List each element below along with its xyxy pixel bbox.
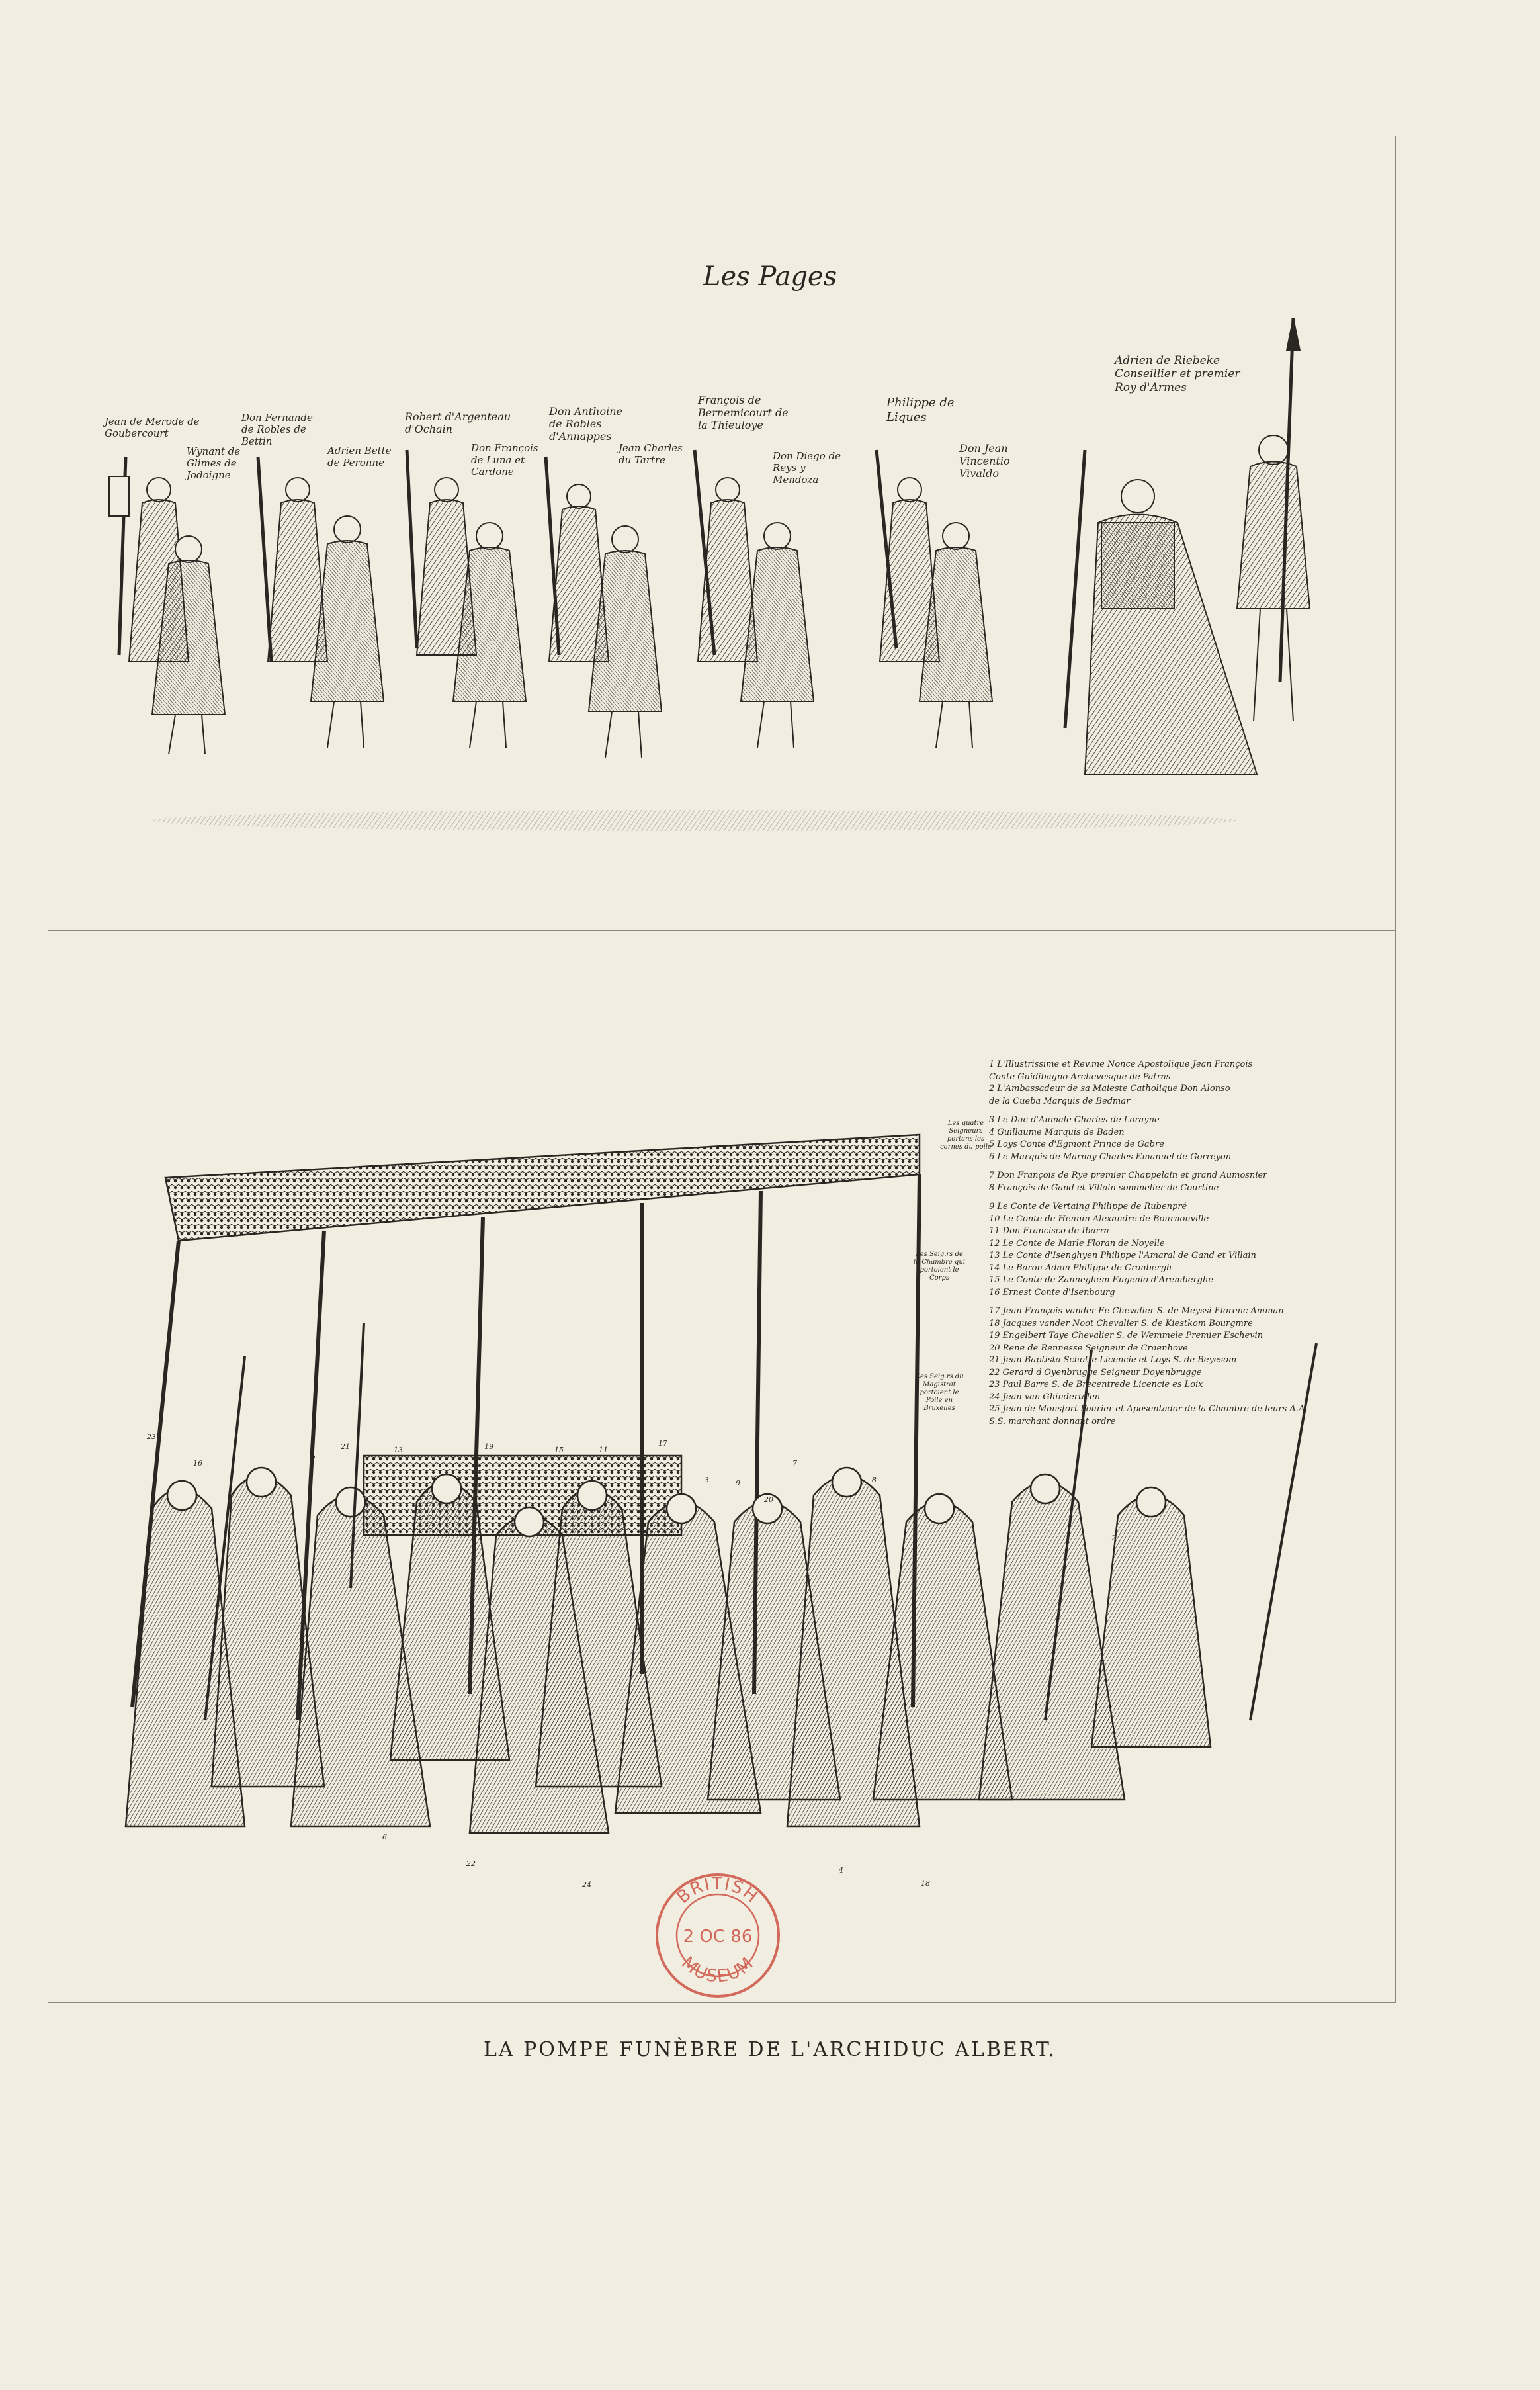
figure-number: 11 xyxy=(599,1446,608,1454)
plate-title: LA POMPE FUNÈBRE DE L'ARCHIDUC ALBERT. xyxy=(484,2038,1056,2061)
figure-number: 1 xyxy=(1019,1497,1023,1505)
legend-item: 20 Rene de Rennesse Seigneur de Craenhove xyxy=(989,1343,1188,1353)
figure-number: 13 xyxy=(394,1446,403,1454)
page-figure xyxy=(741,523,814,748)
label-anthoine-de-robles: Don Anthoine de Robles d'Annappes xyxy=(549,405,622,443)
legend-item: 17 Jean François vander Ee Chevalier S. de Meyssi Florenc Amman xyxy=(989,1306,1284,1316)
figure-number: 23 xyxy=(147,1433,156,1441)
legend-group xyxy=(989,1059,1359,1108)
figure-number: 20 xyxy=(764,1495,773,1504)
legend-item: 6 Le Marquis de Marnay Charles Emanuel de Gorreyon xyxy=(989,1151,1232,1162)
legend-item: 22 Gerard d'Oyenbrugge Seigneur Doyenbrugge xyxy=(989,1367,1202,1378)
figure-number: 7 xyxy=(792,1459,797,1468)
legend-item: 19 Engelbert Taye Chevalier S. de Wemmele Premier Eschevin xyxy=(989,1331,1263,1341)
legend-item: 7 Don François de Rye premier Chappelain et grand Aumosnier xyxy=(989,1171,1267,1180)
legend-item: 3 Le Duc d'Aumale Charles de Lorayne xyxy=(989,1115,1160,1125)
page-figure xyxy=(695,450,757,662)
figure-number: 21 xyxy=(341,1442,350,1451)
label-francois-de-bernemicourt: François de Bernemicourt de la Thieuloye xyxy=(698,394,789,432)
legend-item: 21 Jean Baptista Schotte Licencie et Loys S. de Beyesom xyxy=(989,1355,1237,1365)
figure-number: 9 xyxy=(736,1479,740,1487)
figure-number: 4 xyxy=(839,1866,843,1875)
label-adrien-bette: Adrien Bette de Peronne xyxy=(327,445,392,468)
legend-item: S.S. marchant donnant ordre xyxy=(989,1416,1116,1427)
side-note-chamber: Les Seig.rs de la Chambre qui portoient le Corps xyxy=(913,1251,966,1282)
legend-item: 16 Ernest Conte d'Isenbourg xyxy=(989,1287,1115,1298)
label-adrien-de-riebeke: Adrien de Riebeke Conseillier et premier Roy d'Armes xyxy=(1115,354,1240,394)
label-robert-dargenteau: Robert d'Argenteau d'Ochain xyxy=(405,410,511,436)
halberdier-figure xyxy=(1237,318,1310,721)
legend-group xyxy=(989,1114,1359,1163)
figure-number: 24 xyxy=(582,1881,591,1889)
figure-number: 5 xyxy=(311,1452,316,1461)
side-note-magistrat: Ces Seig.rs du Magistrat portoient le Poile en Bruxelles xyxy=(915,1373,964,1412)
legend-group xyxy=(989,1306,1359,1428)
label-wynant-de-glimes: Wynant de Glimes de Jodoigne xyxy=(187,445,241,481)
legend-item: 23 Paul Barre S. de Brecentrede Licencie es Loix xyxy=(989,1380,1203,1390)
label-diego-de-reys: Don Diego de Reys y Mendoza xyxy=(773,450,841,486)
figure-number: 3 xyxy=(705,1476,709,1484)
legend-item: 2 L'Ambassadeur de sa Maieste Catholique Don Alonso xyxy=(989,1084,1230,1094)
legend-group xyxy=(989,1201,1359,1299)
legend-item: 24 Jean van Ghindertalen xyxy=(989,1392,1101,1402)
legend-item: 5 Loys Conte d'Egmont Prince de Gabre xyxy=(989,1139,1164,1149)
figure-number: 8 xyxy=(872,1476,877,1484)
legend-item: 12 Le Conte de Marle Floran de Noyelle xyxy=(989,1238,1165,1249)
figure-number: 17 xyxy=(658,1439,667,1448)
figure-number: 2 xyxy=(1111,1534,1116,1542)
herald-figure xyxy=(1065,450,1257,774)
figure-number: 6 xyxy=(382,1833,387,1841)
legend-item: 15 Le Conte de Zanneghem Eugenio d'Aremberghe xyxy=(989,1275,1214,1285)
legend-item: 11 Don Francisco de Ibarra xyxy=(989,1226,1109,1236)
legend-item: 13 Le Conte d'Isenghyen Philippe l'Amaral de Gand et Villain xyxy=(989,1251,1256,1261)
legend-group xyxy=(989,1170,1359,1194)
figure-number: 16 xyxy=(193,1459,202,1468)
stamp-line-2: 2 OC 86 xyxy=(683,1927,753,1947)
legend-item: 25 Jean de Monsfort Fourier et Aposentador de la Chambre de leurs A.A. xyxy=(989,1404,1308,1414)
label-jean-charles-du-tartre: Jean Charles du Tartre xyxy=(619,442,683,466)
label-philippe-de-liques: Philippe de Liques xyxy=(886,396,955,424)
legend-item: 9 Le Conte de Vertaing Philippe de Rubenpré xyxy=(989,1202,1187,1212)
label-fernande-de-robles: Don Fernande de Robles de Bettin xyxy=(241,412,313,447)
figure-number: 15 xyxy=(554,1446,564,1454)
canopy xyxy=(165,1135,920,1241)
svg-text:MUSEUM xyxy=(677,1953,758,1986)
legend-item: de la Cueba Marquis de Bedmar xyxy=(989,1096,1131,1106)
label-francois-de-luna: Don François de Luna et Cardone xyxy=(471,442,538,478)
figure-number: 18 xyxy=(921,1879,930,1888)
side-note-corners: Les quatre Seigneurs portans les cornes du poile xyxy=(940,1120,992,1151)
page-figure xyxy=(258,457,327,662)
figure-legend xyxy=(989,1059,1359,1435)
label-jean-vincentio-vivaldo: Don Jean Vincentio Vivaldo xyxy=(959,442,1010,480)
figure-number: 19 xyxy=(484,1442,493,1451)
page-figure xyxy=(311,516,384,748)
stamp-line-1: BRITISH xyxy=(673,1873,763,1908)
figure-number: 22 xyxy=(466,1859,476,1868)
legend-item: 8 François de Gand et Villain sommelier de Courtine xyxy=(989,1182,1219,1193)
legend-item: 10 Le Conte de Hennin Alexandre de Bournonville xyxy=(989,1214,1209,1224)
svg-text:BRITISH xyxy=(673,1874,762,1908)
stamp-line-3: MUSEUM xyxy=(677,1953,758,1987)
legend-item: 1 L'Illustrissime et Rev.me Nonce Apostolique Jean François xyxy=(989,1059,1253,1069)
legend-item: 4 Guillaume Marquis de Baden xyxy=(989,1127,1125,1137)
legend-item: Conte Guidibagno Archevesque de Patras xyxy=(989,1071,1171,1082)
legend-item: 14 Le Baron Adam Philippe de Cronbergh xyxy=(989,1262,1172,1273)
british-museum-stamp xyxy=(652,1869,784,2002)
legend-item: 18 Jacques vander Noot Chevalier S. de Kiestkom Bourgmre xyxy=(989,1318,1253,1329)
label-jean-de-merode: Jean de Merode de Goubercourt xyxy=(105,416,200,439)
pages-caption: Les Pages xyxy=(703,261,837,292)
